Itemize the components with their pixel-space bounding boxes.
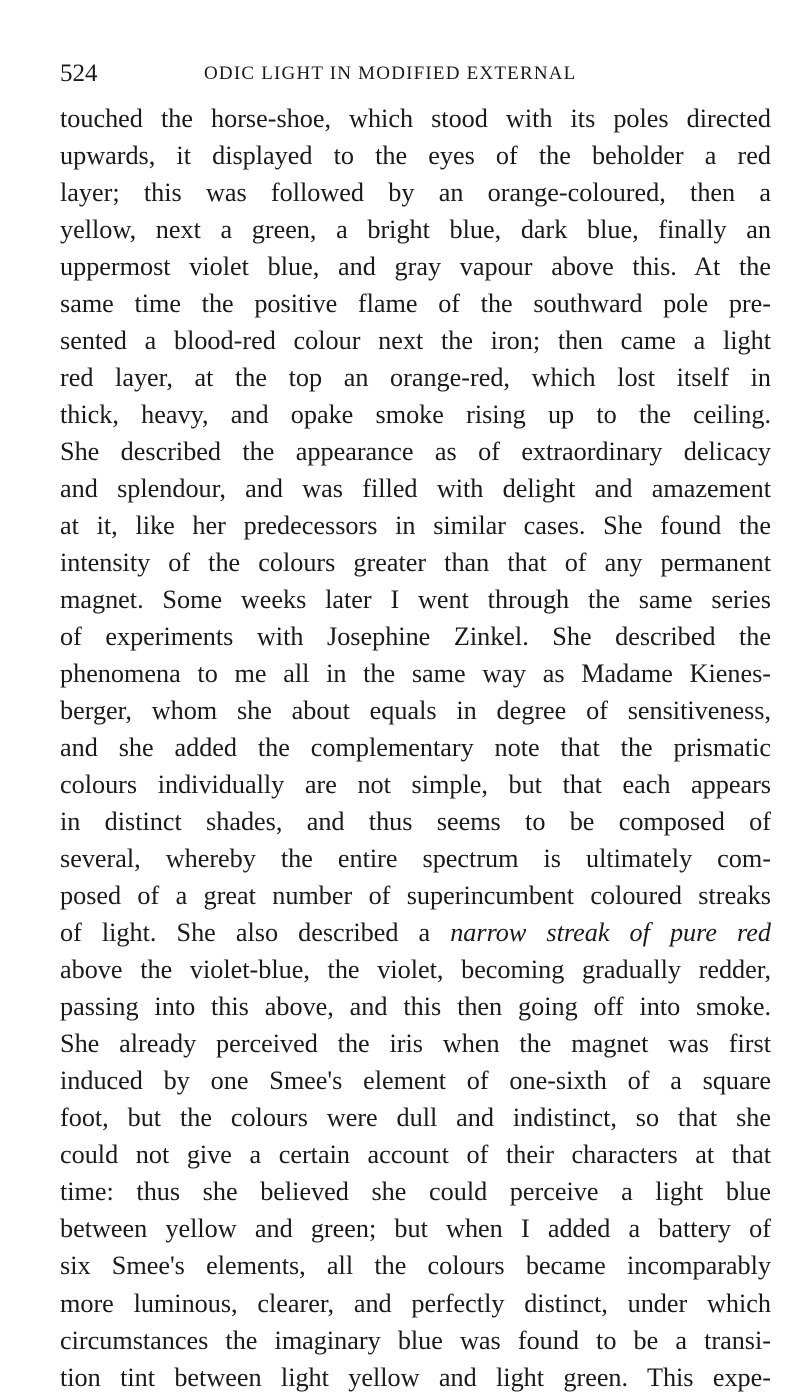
text-line: [60, 1062, 771, 1099]
text-line-segment: could not give a certain account of their characters at that: [60, 1140, 771, 1170]
text-line-segment: touched the horse-shoe, which stood with its poles directed: [60, 104, 771, 133]
text-line: [60, 692, 771, 729]
text-line-segment: She already perceived the iris when the magnet was first: [60, 1029, 771, 1059]
text-line: [60, 840, 771, 877]
text-line: [60, 951, 771, 988]
text-line-segment: six Smee's elements, all the colours became incomparably: [60, 1251, 771, 1281]
text-line-segment: berger, whom she about equals in degree of sensitiveness,: [60, 696, 771, 726]
text-line: [60, 1025, 771, 1062]
text-line: [60, 211, 771, 248]
text-line-segment: and she added the complementary note that the prismatic: [60, 733, 771, 763]
page-number: 524: [60, 60, 98, 87]
text-line-segment: at it, like her predecessors in similar cases. She found the: [60, 511, 771, 541]
text-line-segment: induced by one Smee's element of one-sixth of a square: [60, 1066, 771, 1096]
text-line: [60, 655, 771, 692]
text-line-segment: red layer, at the top an orange-red, which lost itself in: [60, 363, 771, 393]
text-line: [60, 100, 771, 137]
text-line-segment: magnet. Some weeks later I went through the same series: [60, 585, 771, 615]
text-line: [60, 322, 771, 359]
text-line-segment: several, whereby the entire spectrum is ultimately com-: [60, 844, 771, 874]
text-line: [60, 285, 771, 322]
text-line-segment: and splendour, and was filled with delight and amazement: [60, 474, 771, 504]
text-line: [60, 1136, 771, 1173]
text-line: [60, 1247, 771, 1284]
text-line-segment: colours individually are not simple, but that each appears: [60, 770, 771, 800]
text-line-segment: more luminous, clearer, and perfectly distinct, under which: [60, 1288, 771, 1318]
text-line-segment: of light. She also described a: [60, 918, 451, 948]
text-line: [60, 1173, 771, 1210]
book-page: [60, 60, 771, 1396]
text-line: [60, 803, 771, 840]
text-line-segment: thick, heavy, and opake smoke rising up to the ceiling.: [60, 400, 771, 430]
text-line: [60, 618, 771, 655]
text-line-segment: sented a blood-red colour next the iron; then came a light: [60, 326, 771, 356]
body-text: [60, 100, 771, 1396]
text-line-segment: in distinct shades, and thus seems to be composed of: [60, 807, 771, 837]
text-line: [60, 877, 771, 914]
text-line: [60, 174, 771, 211]
text-line: [60, 359, 771, 396]
text-line: [60, 914, 771, 951]
running-head: [60, 60, 771, 100]
text-line: [60, 581, 771, 618]
text-line: [60, 507, 771, 544]
text-line-segment: foot, but the colours were dull and indistinct, so that she: [60, 1103, 771, 1133]
text-line: [60, 137, 771, 174]
text-line-segment: posed of a great number of superincumbent coloured streaks: [60, 881, 771, 911]
italic-phrase: narrow streak of pure red: [450, 918, 771, 948]
text-line: [60, 1285, 771, 1322]
text-line-segment: tion tint between light yellow and light green. This expe-: [60, 1362, 771, 1392]
text-line-segment: layer; this was followed by an orange-coloured, then a: [60, 178, 771, 208]
text-line-segment: circumstances the imaginary blue was found to be a transi-: [60, 1325, 771, 1355]
text-line: [60, 470, 771, 507]
text-line-segment: phenomena to me all in the same way as Madame Kienes-: [60, 659, 771, 689]
text-line: [60, 433, 771, 470]
text-line-segment: time: thus she believed she could perceive a light blue: [60, 1177, 771, 1207]
text-line-segment: uppermost violet blue, and gray vapour above this. At the: [60, 252, 771, 282]
text-line-segment: of experiments with Josephine Zinkel. She described the: [60, 622, 771, 652]
text-line-segment: passing into this above, and this then going off into smoke.: [60, 992, 771, 1022]
text-line: [60, 1359, 771, 1396]
text-line-segment: above the violet-blue, the violet, becoming gradually redder,: [60, 955, 771, 985]
text-line: [60, 544, 771, 581]
text-line: [60, 766, 771, 803]
text-line-segment: same time the positive flame of the southward pole pre-: [60, 289, 771, 319]
text-line-segment: upwards, it displayed to the eyes of the beholder a red: [60, 141, 771, 171]
text-line: [60, 396, 771, 433]
text-line-segment: intensity of the colours greater than that of any permanent: [60, 548, 771, 578]
text-line: [60, 248, 771, 285]
text-line: [60, 988, 771, 1025]
text-line: [60, 729, 771, 766]
text-line-segment: between yellow and green; but when I added a battery of: [60, 1214, 771, 1244]
text-line: [60, 1099, 771, 1136]
text-line: [60, 1322, 771, 1359]
text-line-segment: yellow, next a green, a bright blue, dark blue, finally an: [60, 215, 771, 245]
running-title: ODIC LIGHT IN MODIFIED EXTERNAL: [204, 63, 577, 84]
text-line: [60, 1210, 771, 1247]
text-line-segment: She described the appearance as of extraordinary delicacy: [60, 437, 771, 467]
